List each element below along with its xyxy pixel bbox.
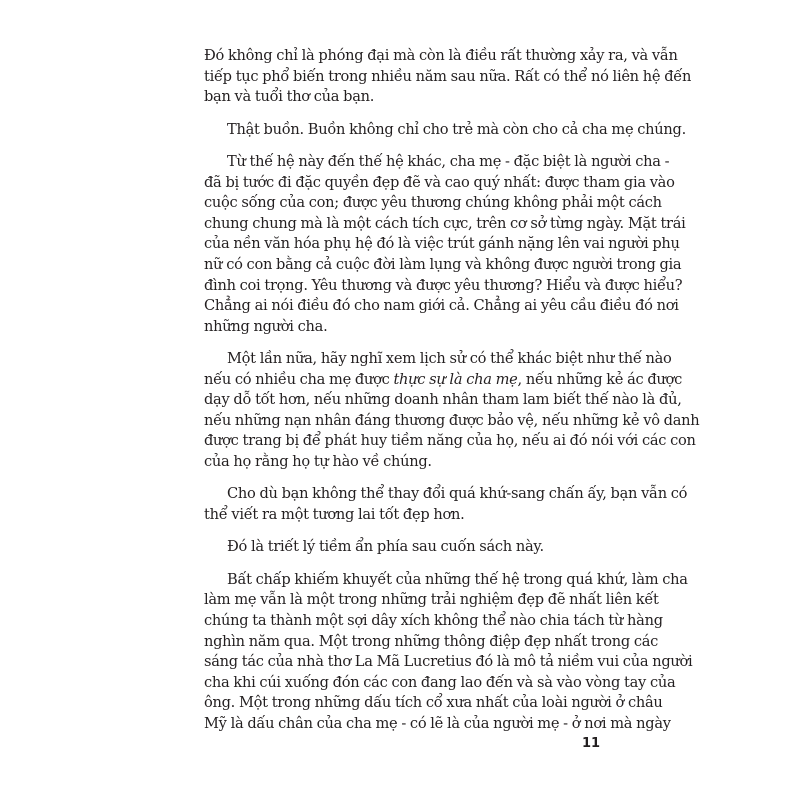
page-number: 11: [582, 736, 601, 751]
text-line: ông. Một trong những dấu tích cổ xưa nhất của loài người ở châu: [204, 694, 663, 712]
text-line: nếu có nhiều cha mẹ được thực sự là cha mẹ, nếu những kẻ ác được: [204, 370, 682, 388]
text-line: được trang bị để phát huy tiềm năng của họ, nếu ai đó nói với các con: [204, 432, 696, 450]
text-line: cuộc sống của con; được yêu thương chúng không phải một cách: [204, 194, 662, 212]
text-line: Mỹ là dấu chân của cha mẹ - có lẽ là của người mẹ - ở nơi mà ngày: [204, 715, 671, 732]
text-line: chung chung mà là một cách tích cực, trên cơ sở từng ngày. Mặt trái: [204, 214, 686, 232]
text-line: của nền văn hóa phụ hệ đó là việc trút gánh nặng lên vai người phụ: [204, 235, 680, 253]
paragraph: [204, 120, 686, 141]
paragraph: [204, 46, 692, 108]
text-line: sáng tác của nhà thơ La Mã Lucretius đó là mô tả niềm vui của người: [204, 653, 693, 671]
text-line: Thật buồn. Buồn không chỉ cho trẻ mà còn cho cả cha mẹ chúng.: [227, 120, 686, 138]
text-line: bạn và tuổi thơ của bạn.: [204, 88, 375, 106]
paragraph: [204, 349, 700, 473]
text-line: Đó là triết lý tiềm ẩn phía sau cuốn sách này.: [227, 538, 544, 556]
text-line: Một lần nữa, hãy nghĩ xem lịch sử có thể khác biệt như thế nào: [227, 350, 672, 368]
paragraph: [204, 537, 598, 558]
text-line: chúng ta thành một sợi dây xích không thể nào chia tách từ hàng: [204, 612, 663, 630]
paragraph: [204, 152, 686, 337]
text-line: dạy dỗ tốt hơn, nếu những doanh nhân tham lam biết thế nào là đủ,: [204, 391, 682, 409]
paragraph: [204, 484, 688, 525]
text-line: Từ thế hệ này đến thế hệ khác, cha mẹ - đặc biệt là người cha -: [227, 152, 670, 170]
text-line: Bất chấp khiếm khuyết của những thế hệ trong quá khứ, làm cha: [227, 570, 688, 588]
text-line: cha khi cúi xuống đón các con đang lao đến và sà vào vòng tay của: [204, 673, 676, 691]
text-line: nghìn năm qua. Một trong những thông điệp đẹp nhất trong các: [204, 632, 659, 650]
text-line: của họ rằng họ tự hào về chúng.: [204, 453, 432, 471]
text-line: làm mẹ vẫn là một trong những trải nghiệm đẹp đẽ nhất liên kết: [204, 591, 659, 609]
text-line: Đó không chỉ là phóng đại mà còn là điều rất thường xảy ra, và vẫn: [204, 47, 678, 64]
italic-phrase: thực sự là cha mẹ: [393, 370, 518, 388]
text-line: tiếp tục phổ biến trong nhiều năm sau nữa. Rất có thể nó liên hệ đến: [204, 67, 692, 85]
text-line: nữ có con bằng cả cuộc đời làm lụng và không được người trong gia: [204, 255, 682, 273]
text-line: thể viết ra một tương lai tốt đẹp hơn.: [204, 506, 465, 524]
text-line: những người cha.: [204, 317, 328, 335]
text-line: nếu những nạn nhân đáng thương được bảo vệ, nếu những kẻ vô danh: [204, 411, 700, 429]
text-line: đã bị tước đi đặc quyền đẹp đẽ và cao quý nhất: được tham gia vào: [204, 173, 675, 191]
text-line: đình coi trọng. Yêu thương và được yêu thương? Hiểu và được hiểu?: [204, 276, 683, 294]
text-line: Cho dù bạn không thể thay đổi quá khứ-sang chấn ấy, bạn vẫn có: [227, 485, 688, 503]
text-line: Chẳng ai nói điều đó cho nam giới cả. Chẳng ai yêu cầu điều đó nơi: [204, 297, 679, 315]
body-text: [204, 46, 700, 746]
paragraph: [204, 570, 693, 735]
